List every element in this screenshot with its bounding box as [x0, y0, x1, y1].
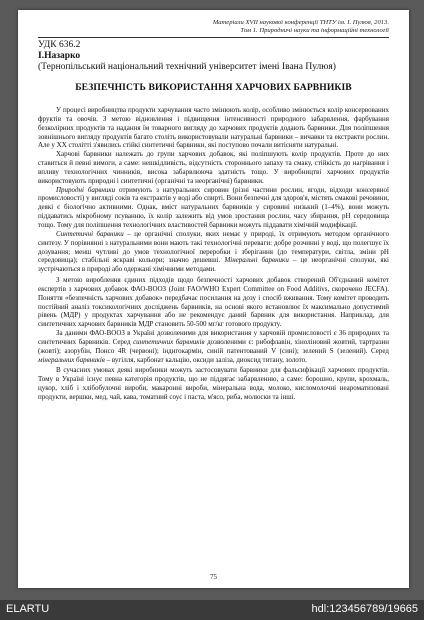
repository-name: ELARTU	[6, 603, 50, 615]
author-name: І.Назарко	[38, 51, 81, 61]
paragraph-2: Харчові барвники належать до групи харчових добавок, які поліпшують колір продуктів. Проте до них ставиться й певні вимоги, а саме: нешкідливість, відсутність стороннього запаху та смаку, стійкість до нагрівання і впливу технологічних чинників, висока забарвлююча здатність тощо. У виробництві харчових продуктів використовують природні і синтетичні (органічні та неорганічні) барвники.	[38, 150, 389, 185]
page-number: 75	[210, 573, 217, 581]
article-body	[38, 106, 389, 402]
document-page	[18, 10, 409, 588]
paragraph-4-text: – це органічні сполуки, яких немає у природі, їх отримують методом органічного синтезу. У порівнянні з натуральними вони мають такі технологічні переваги: добре розчинні у воді, що полегшує їх дозування; менш чутливі до умов технологічної переробки і зберігання (до температури, світла, зміни рН середовища); стабільні яскраві кольори; значно дешевші.	[38, 229, 389, 265]
header-divider	[38, 37, 389, 38]
article-title: БЕЗПЕЧНІСТЬ ВИКОРИСТАННЯ ХАРЧОВИХ БАРВНИКІВ	[75, 82, 352, 93]
running-header-line2: Том 1. Природничі науки та інформаційні технології	[240, 27, 389, 34]
paragraph-6-text-2: дозволеними є: рибофлавін, хіноліновий жовтий, тартразин (жовті); азорубін, Понсо 4R (червоні); індигокармін, синій патентований V (сині); зелений S (зелений). Серед	[38, 337, 389, 355]
running-header-line1: Матеріали XVII наукової конференції ТНТУ ім. І. Пулюя, 2013.	[212, 19, 389, 26]
paragraph-3-text: отримують з натуральних сировин (різні частини рослин, ягоди, відходи консервної промисловості) у вигляді соків та екстрактів у воді або спирті. Вони безпечні для здоров'я, містять смакові речовини, деякі є біологічно активними. Однак, вміст натуральних барвників у сировині низький (1–4%), вони можуть піддаватись мікробному псуванню, їх колір залежить від умов зростання рослин, часу збирання, рН середовища тощо. Тому для поліпшення технологічних властивостей барвники можуть піддавати хімічній модифікації.	[38, 185, 389, 229]
paragraph-6	[38, 329, 389, 364]
author-affiliation: (Тернопільський національний технічний університет імені Івана Пулюя)	[38, 62, 336, 72]
term-synthetic-dyes: Синтетичні барвники	[56, 229, 124, 238]
paragraph-6-text: За даними ФАО-ВООЗ в Україні дозволеними для використання у харчовій промисловості є 36 природних та синтетичних барвників. Серед	[38, 329, 389, 346]
term-synthetic-dyes-2: синтетичних барвників	[133, 337, 205, 346]
paragraph-1: У процесі виробництва продукти харчування часто змінюють колір, особливо змінюється колір консервованих фруктів та овочів. З метою відновлення і підвищення інтенсивності природного забарвлення, фарбування безколірних продуктів та надання їм товарного вигляду до харчових продуктів додають барвники. Для поліпшення зовнішнього вигляду продуктів багато століть використовували натуральні барвники – вичавки та екстракти рослин. Але у XX столітті з'явились стійкі синтетичні барвники, які поступово почали витісняти натуральні.	[38, 106, 389, 150]
paragraph-5: З метою вироблення єдиних підходів щодо безпечності харчових добавок створений Об'єднаний комітет експертів з харчових добавок ФАО-ВООЗ (Joint FAO/WHO Expert Committee on Food Additivs, скорочено JECFA). Поняття «безпечність харчових добавок» передбачає посилання на дозу і спосіб вживання. Тому комітет проводить постійний аналіз токсикологічних досліджень барвників, на основі якого встановлює їх максимально допустимий рівень (МДР) у продуктах харчування або не рекомендує даний барвник для використання. Наприклад, для синтетичних харчових барвників МДР становить 50-500 мг/кг готового продукту.	[38, 276, 389, 329]
udc-code: УДК 636.2	[38, 40, 81, 50]
term-natural-dyes: Природні барвники	[56, 185, 116, 194]
paragraph-7: В сучасних умовах деякі виробники можуть застосовувати барвники для фальсифікації харчових продуктів. Тому в Україні існує певна категорія продуктів, що не піддягає забарвленню, а саме: борошно, крупи, крохмаль, цукор, хліб і хлібобулочні вироби, макаронні вироби, мінеральна вода, молоко, кисломолочні неароматизовані продукти, вершки, мед, чай, кава, томатний соус і паста, м'ясо, риба, молюски та інші.	[38, 366, 389, 401]
paragraph-6-text-3: – вугілля, карбонат кальцію, оксиди заліза, диоксид титану, золото.	[104, 355, 307, 364]
term-mineral-dyes: Мінеральні барвники	[224, 256, 289, 265]
paragraph-4-text-end: – це неорганічні сполуки, які зустрічаються в природі або одержані хімічними методами.	[38, 256, 389, 274]
footer-bar	[0, 600, 424, 620]
paragraph-4	[38, 230, 389, 274]
handle-id: hdl:123456789/19665	[311, 603, 418, 615]
term-mineral-dyes-2: мінеральних барвників	[38, 355, 105, 364]
paragraph-3	[38, 186, 389, 230]
